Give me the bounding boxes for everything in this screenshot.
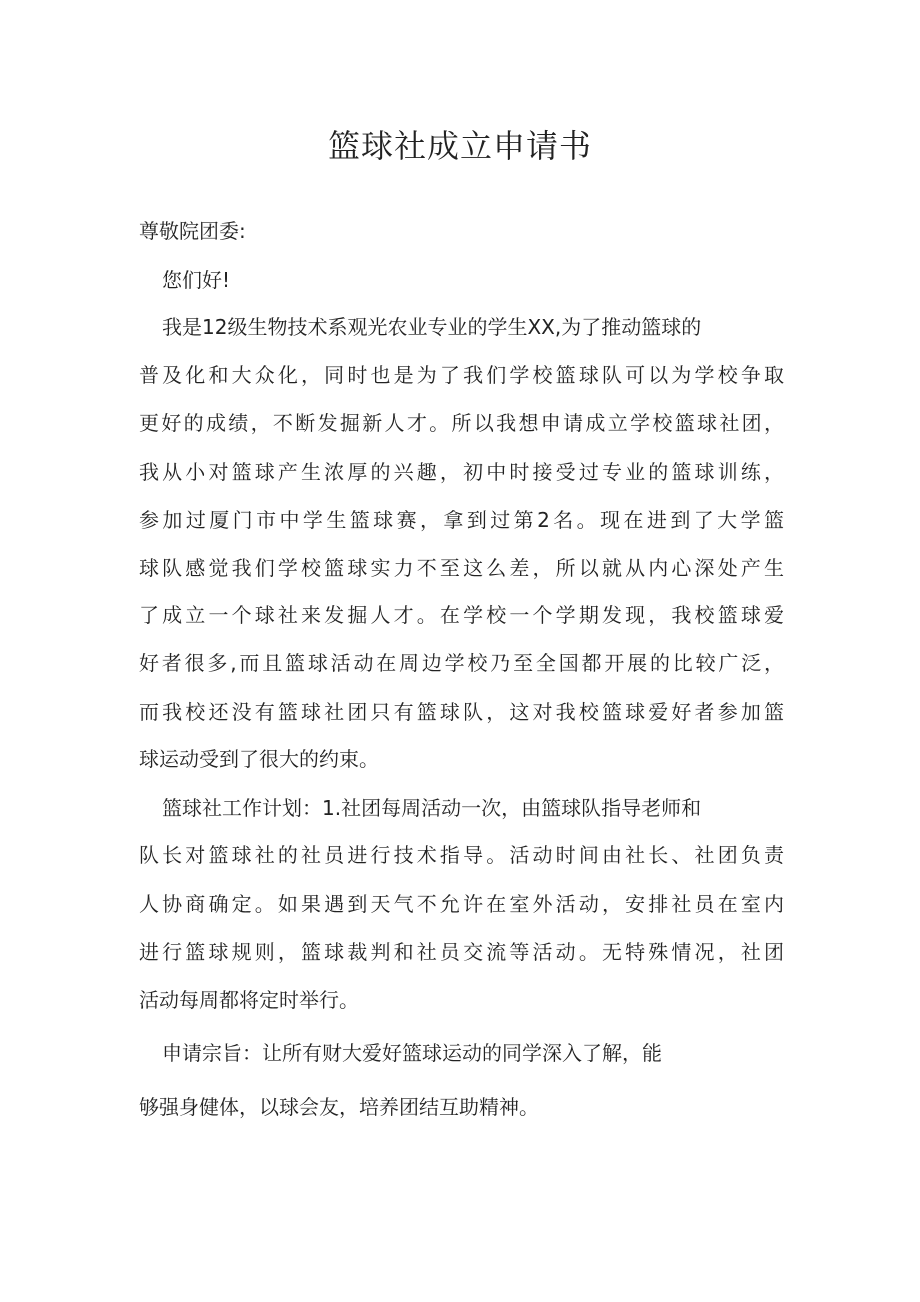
paragraph-line: 活动每周都将定时举行。 (139, 988, 359, 1012)
paragraph-line: 球队感觉我们学校篮球实力不至这么差，所以就从内心深处产生 (139, 556, 784, 580)
greeting: 您们好! (162, 268, 231, 292)
salutation: 尊敬院团委: (139, 219, 246, 243)
paragraph-line: 申请宗旨：让所有财大爱好篮球运动的同学深入了解，能 (162, 1041, 662, 1065)
paragraph-line: 够强身健体，以球会友，培养团结互助精神。 (139, 1095, 539, 1119)
paragraph-line: 球运动受到了很大的约束。 (139, 747, 379, 771)
paragraph-line: 参加过厦门市中学生篮球赛，拿到过第2名。现在进到了大学篮 (139, 508, 784, 532)
paragraph-line: 队长对篮球社的社员进行技术指导。活动时间由社长、社团负责 (139, 843, 784, 867)
paragraph-line: 我是12级生物技术系观光农业专业的学生XX,为了推动篮球的 (162, 315, 702, 339)
paragraph-line: 进行篮球规则，篮球裁判和社员交流等活动。无特殊情况，社团 (139, 940, 784, 964)
paragraph-line: 了成立一个球社来发掘人才。在学校一个学期发现，我校篮球爱 (139, 603, 784, 627)
paragraph-line: 我从小对篮球产生浓厚的兴趣，初中时接受过专业的篮球训练， (139, 460, 784, 484)
paragraph-line: 更好的成绩，不断发掘新人才。所以我想申请成立学校篮球社团， (139, 411, 784, 435)
paragraph-line: 人协商确定。如果遇到天气不允许在室外活动，安排社员在室内 (139, 892, 784, 916)
paragraph-line: 好者很多,而且篮球活动在周边学校乃至全国都开展的比较广泛， (139, 651, 784, 675)
document-title: 篮球社成立申请书 (327, 127, 592, 165)
paragraph-line: 普及化和大众化，同时也是为了我们学校篮球队可以为学校争取 (139, 363, 784, 387)
paragraph-line: 篮球社工作计划：1.社团每周活动一次，由篮球队指导老师和 (162, 796, 702, 820)
paragraph-line: 而我校还没有篮球社团只有篮球队，这对我校篮球爱好者参加篮 (139, 700, 784, 724)
